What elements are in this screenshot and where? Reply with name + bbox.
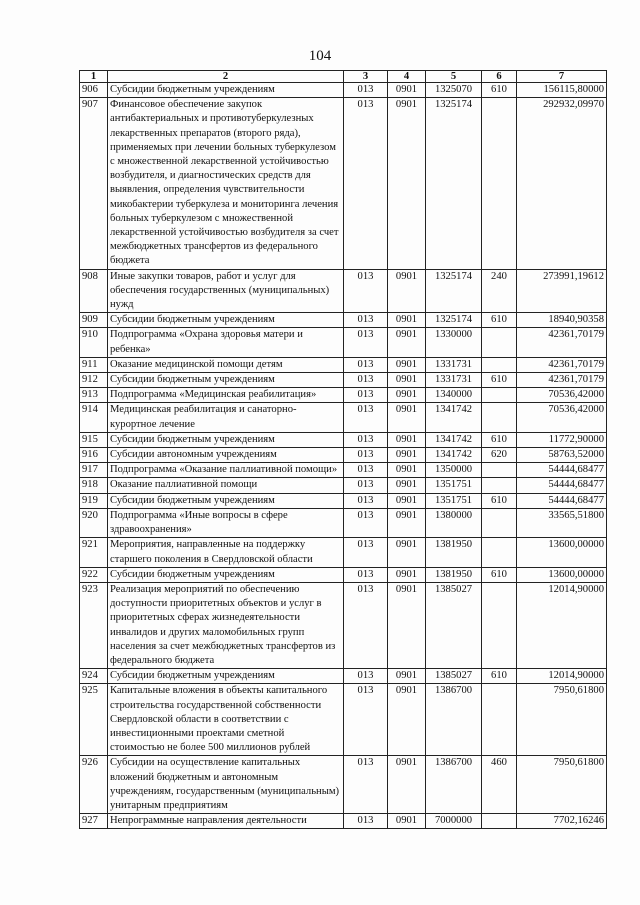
item-name: Непрограммные направления деятельности — [108, 814, 344, 829]
target-article-code: 1325174 — [426, 269, 482, 313]
section-code: 0901 — [388, 669, 426, 684]
expense-type-code — [482, 328, 517, 357]
table-row — [80, 463, 607, 478]
ministry-code: 013 — [344, 538, 388, 567]
target-article-code: 1331731 — [426, 357, 482, 372]
section-code: 0901 — [388, 567, 426, 582]
item-name: Мероприятия, направленные на поддержку старшего поколения в Свердловской области — [108, 538, 344, 567]
section-code: 0901 — [388, 83, 426, 98]
target-article-code: 1340000 — [426, 388, 482, 403]
ministry-code: 013 — [344, 756, 388, 814]
header-col-3: 3 — [344, 71, 388, 83]
ministry-code: 013 — [344, 582, 388, 668]
item-name: Субсидии бюджетным учреждениям — [108, 567, 344, 582]
ministry-code: 013 — [344, 463, 388, 478]
item-name: Подпрограмма «Иные вопросы в сфере здравоохранения» — [108, 508, 344, 537]
expense-type-code — [482, 463, 517, 478]
item-name: Субсидии на осуществление капитальных вложений бюджетным и автономным учреждениям, государственным (муниципальным) унитарным предприятиям — [108, 756, 344, 814]
item-name: Субсидии автономным учреждениям — [108, 448, 344, 463]
table-row — [80, 388, 607, 403]
target-article-code: 1351751 — [426, 493, 482, 508]
ministry-code: 013 — [344, 357, 388, 372]
row-number: 909 — [80, 313, 108, 328]
section-code: 0901 — [388, 582, 426, 668]
expense-type-code: 610 — [482, 83, 517, 98]
target-article-code: 1325174 — [426, 98, 482, 269]
ministry-code: 013 — [344, 432, 388, 447]
row-number: 916 — [80, 448, 108, 463]
row-number: 921 — [80, 538, 108, 567]
table-row — [80, 814, 607, 829]
item-name: Реализация мероприятий по обеспечению доступности приоритетных объектов и услуг в приоритетных сферах жизнедеятельности инвалидов и других маломобильных групп населения за счет межбюджетных трансфертов из федерального бюджета — [108, 582, 344, 668]
target-article-code: 1386700 — [426, 684, 482, 756]
expense-type-code — [482, 508, 517, 537]
ministry-code: 013 — [344, 508, 388, 537]
ministry-code: 013 — [344, 478, 388, 493]
table-row — [80, 373, 607, 388]
ministry-code: 013 — [344, 388, 388, 403]
amount: 12014,90000 — [517, 582, 607, 668]
table-row — [80, 328, 607, 357]
amount: 70536,42000 — [517, 403, 607, 432]
amount: 33565,51800 — [517, 508, 607, 537]
ministry-code: 013 — [344, 373, 388, 388]
expense-type-code: 620 — [482, 448, 517, 463]
target-article-code: 1331731 — [426, 373, 482, 388]
section-code: 0901 — [388, 756, 426, 814]
section-code: 0901 — [388, 357, 426, 372]
amount: 11772,90000 — [517, 432, 607, 447]
table-header — [80, 71, 607, 83]
expense-type-code: 460 — [482, 756, 517, 814]
amount: 292932,09970 — [517, 98, 607, 269]
target-article-code: 7000000 — [426, 814, 482, 829]
amount: 70536,42000 — [517, 388, 607, 403]
expense-type-code — [482, 684, 517, 756]
expense-type-code — [482, 98, 517, 269]
ministry-code: 013 — [344, 669, 388, 684]
table-row — [80, 448, 607, 463]
header-col-5: 5 — [426, 71, 482, 83]
ministry-code: 013 — [344, 98, 388, 269]
row-number: 920 — [80, 508, 108, 537]
header-row — [80, 71, 607, 83]
amount: 7702,16246 — [517, 814, 607, 829]
ministry-code: 013 — [344, 313, 388, 328]
expense-type-code — [482, 582, 517, 668]
item-name: Субсидии бюджетным учреждениям — [108, 493, 344, 508]
row-number: 925 — [80, 684, 108, 756]
table-row — [80, 756, 607, 814]
row-number: 906 — [80, 83, 108, 98]
header-col-2: 2 — [108, 71, 344, 83]
target-article-code: 1381950 — [426, 567, 482, 582]
item-name: Подпрограмма «Охрана здоровья матери и ребенка» — [108, 328, 344, 357]
row-number: 926 — [80, 756, 108, 814]
target-article-code: 1351751 — [426, 478, 482, 493]
item-name: Субсидии бюджетным учреждениям — [108, 373, 344, 388]
amount: 7950,61800 — [517, 684, 607, 756]
amount: 273991,19612 — [517, 269, 607, 313]
table-row — [80, 538, 607, 567]
table-body — [80, 83, 607, 829]
expense-type-code: 610 — [482, 567, 517, 582]
ministry-code: 013 — [344, 493, 388, 508]
item-name: Медицинская реабилитация и санаторно-курортное лечение — [108, 403, 344, 432]
table-row — [80, 684, 607, 756]
header-col-6: 6 — [482, 71, 517, 83]
target-article-code: 1380000 — [426, 508, 482, 537]
section-code: 0901 — [388, 508, 426, 537]
section-code: 0901 — [388, 98, 426, 269]
page-number: 104 — [308, 48, 332, 64]
expense-type-code — [482, 814, 517, 829]
target-article-code: 1341742 — [426, 403, 482, 432]
item-name: Капитальные вложения в объекты капитального строительства государственной собственности Свердловской области в соответствии с инвестиционными проектами сметной стоимостью не более 500 миллионов рублей — [108, 684, 344, 756]
amount: 156115,80000 — [517, 83, 607, 98]
section-code: 0901 — [388, 388, 426, 403]
section-code: 0901 — [388, 432, 426, 447]
row-number: 912 — [80, 373, 108, 388]
expense-type-code: 610 — [482, 432, 517, 447]
amount: 42361,70179 — [517, 328, 607, 357]
expense-type-code — [482, 357, 517, 372]
table-row — [80, 493, 607, 508]
amount: 54444,68477 — [517, 493, 607, 508]
table-row — [80, 432, 607, 447]
row-number: 922 — [80, 567, 108, 582]
amount: 58763,52000 — [517, 448, 607, 463]
row-number: 917 — [80, 463, 108, 478]
expense-type-code: 610 — [482, 373, 517, 388]
section-code: 0901 — [388, 313, 426, 328]
amount: 13600,00000 — [517, 538, 607, 567]
row-number: 914 — [80, 403, 108, 432]
table-row — [80, 269, 607, 313]
header-col-4: 4 — [388, 71, 426, 83]
table-row — [80, 567, 607, 582]
item-name: Оказание паллиативной помощи — [108, 478, 344, 493]
row-number: 908 — [80, 269, 108, 313]
target-article-code: 1350000 — [426, 463, 482, 478]
section-code: 0901 — [388, 463, 426, 478]
row-number: 923 — [80, 582, 108, 668]
amount: 12014,90000 — [517, 669, 607, 684]
ministry-code: 013 — [344, 814, 388, 829]
target-article-code: 1381950 — [426, 538, 482, 567]
expense-type-code: 610 — [482, 493, 517, 508]
expense-type-code — [482, 403, 517, 432]
amount: 42361,70179 — [517, 373, 607, 388]
item-name: Субсидии бюджетным учреждениям — [108, 669, 344, 684]
table-row — [80, 582, 607, 668]
section-code: 0901 — [388, 448, 426, 463]
table-row — [80, 98, 607, 269]
section-code: 0901 — [388, 403, 426, 432]
row-number: 907 — [80, 98, 108, 269]
section-code: 0901 — [388, 328, 426, 357]
header-col-7: 7 — [517, 71, 607, 83]
target-article-code: 1330000 — [426, 328, 482, 357]
ministry-code: 013 — [344, 83, 388, 98]
amount: 54444,68477 — [517, 478, 607, 493]
ministry-code: 013 — [344, 567, 388, 582]
row-number: 910 — [80, 328, 108, 357]
item-name: Субсидии бюджетным учреждениям — [108, 432, 344, 447]
item-name: Подпрограмма «Медицинская реабилитация» — [108, 388, 344, 403]
section-code: 0901 — [388, 493, 426, 508]
row-number: 919 — [80, 493, 108, 508]
row-number: 918 — [80, 478, 108, 493]
amount: 42361,70179 — [517, 357, 607, 372]
row-number: 915 — [80, 432, 108, 447]
row-number: 924 — [80, 669, 108, 684]
table-row — [80, 478, 607, 493]
target-article-code: 1385027 — [426, 582, 482, 668]
amount: 18940,90358 — [517, 313, 607, 328]
table-row — [80, 313, 607, 328]
amount: 13600,00000 — [517, 567, 607, 582]
item-name: Иные закупки товаров, работ и услуг для обеспечения государственных (муниципальных) нужд — [108, 269, 344, 313]
target-article-code: 1341742 — [426, 432, 482, 447]
table-row — [80, 669, 607, 684]
item-name: Субсидии бюджетным учреждениям — [108, 83, 344, 98]
target-article-code: 1386700 — [426, 756, 482, 814]
expense-type-code — [482, 478, 517, 493]
target-article-code: 1341742 — [426, 448, 482, 463]
target-article-code: 1325070 — [426, 83, 482, 98]
ministry-code: 013 — [344, 328, 388, 357]
target-article-code: 1385027 — [426, 669, 482, 684]
amount: 54444,68477 — [517, 463, 607, 478]
item-name: Подпрограмма «Оказание паллиативной помощи» — [108, 463, 344, 478]
ministry-code: 013 — [344, 684, 388, 756]
row-number: 927 — [80, 814, 108, 829]
row-number: 911 — [80, 357, 108, 372]
row-number: 913 — [80, 388, 108, 403]
ministry-code: 013 — [344, 403, 388, 432]
item-name: Субсидии бюджетным учреждениям — [108, 313, 344, 328]
section-code: 0901 — [388, 814, 426, 829]
section-code: 0901 — [388, 684, 426, 756]
item-name: Финансовое обеспечение закупок антибактериальных и противотуберкулезных лекарственных препаратов (второго ряда), применяемых при лечении больных туберкулезом с множественной лекарственной устойчивостью возбудителя, и диагностических средств для выявления, определения чувствительности микобактерии туберкулеза и мониторинга лечения больных туберкулезом с множественной лекарственной устойчивостью возбудителя за счет межбюджетных трансфертов из федерального бюджета — [108, 98, 344, 269]
ministry-code: 013 — [344, 448, 388, 463]
table-row — [80, 403, 607, 432]
item-name: Оказание медицинской помощи детям — [108, 357, 344, 372]
amount: 7950,61800 — [517, 756, 607, 814]
expense-type-code: 610 — [482, 313, 517, 328]
target-article-code: 1325174 — [426, 313, 482, 328]
table-row — [80, 508, 607, 537]
section-code: 0901 — [388, 538, 426, 567]
section-code: 0901 — [388, 373, 426, 388]
expense-type-code — [482, 388, 517, 403]
table-row — [80, 357, 607, 372]
section-code: 0901 — [388, 269, 426, 313]
section-code: 0901 — [388, 478, 426, 493]
expense-type-code — [482, 538, 517, 567]
header-col-1: 1 — [80, 71, 108, 83]
expense-type-code: 610 — [482, 669, 517, 684]
budget-table — [79, 70, 607, 829]
ministry-code: 013 — [344, 269, 388, 313]
expense-type-code: 240 — [482, 269, 517, 313]
table-row — [80, 83, 607, 98]
